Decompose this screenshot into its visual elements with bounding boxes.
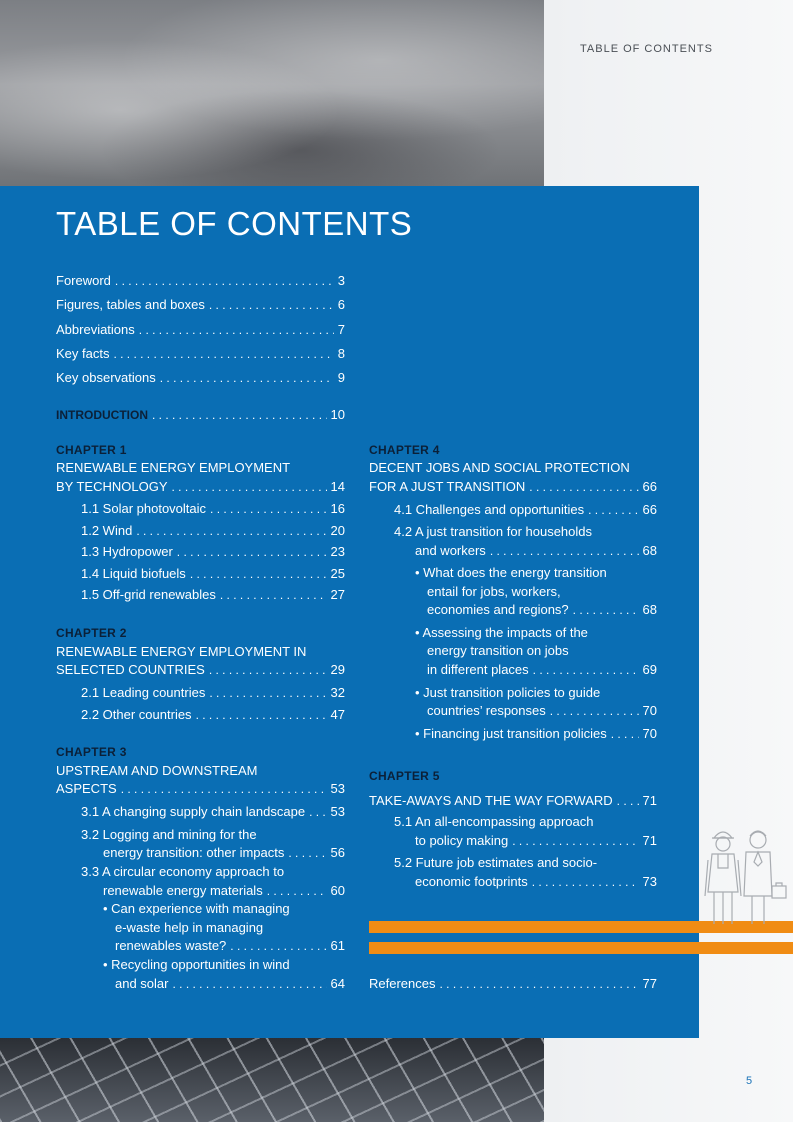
toc-entry-4-2-bullet-2[interactable]: in different places . . . 69 [427, 662, 657, 678]
chapter-2-title: RENEWABLE ENERGY EMPLOYMENT IN [56, 644, 307, 659]
toc-entry-figures[interactable]: Figures, tables and boxes . . . 6 [56, 297, 345, 313]
chapter-4-title: DECENT JOBS AND SOCIAL PROTECTION [369, 460, 630, 475]
toc-bullet-line: e-waste help in managing [115, 920, 264, 935]
toc-entry-3-2[interactable]: energy transition: other impacts . . . 56 [103, 845, 345, 861]
toc-entry-1-2[interactable]: 1.2 Wind . . . 20 [81, 523, 345, 539]
toc-entry-chapter-3[interactable]: ASPECTS . . . 53 [56, 781, 345, 797]
toc-entry-chapter-4[interactable]: FOR A JUST TRANSITION . . . 66 [369, 479, 657, 495]
chapter-5-heading: CHAPTER 5 [369, 769, 440, 783]
cloudy-sky-photo [0, 0, 544, 188]
toc-bullet-line: • Just transition policies to guide [415, 685, 601, 700]
toc-entry-2-2[interactable]: 2.2 Other countries . . . 47 [81, 707, 345, 723]
toc-entry-4-2[interactable]: and workers . . . 68 [415, 543, 657, 559]
toc-entry-chapter-2[interactable]: SELECTED COUNTRIES . . . 29 [56, 662, 345, 678]
toc-bullet-line: • What does the energy transition [415, 565, 607, 580]
chapter-2-heading: CHAPTER 2 [56, 626, 127, 640]
toc-entry-chapter-1[interactable]: BY TECHNOLOGY . . . 14 [56, 479, 345, 495]
toc-entry-4-2-bullet-4[interactable]: • Financing just transition policies . . . 70 [415, 726, 657, 742]
toc-entry-key-facts[interactable]: Key facts . . . 8 [56, 346, 345, 362]
page-number: 5 [746, 1075, 753, 1087]
toc-entry-3-3[interactable]: renewable energy materials . . . 60 [103, 883, 345, 899]
chapter-3-heading: CHAPTER 3 [56, 745, 127, 759]
chapter-3-title: UPSTREAM AND DOWNSTREAM [56, 763, 258, 778]
toc-entry-chapter-5[interactable]: TAKE-AWAYS AND THE WAY FORWARD . . . 71 [369, 793, 657, 809]
toc-entry-5-2-line: 5.2 Future job estimates and socio- [394, 855, 598, 870]
toc-entry-1-5[interactable]: 1.5 Off-grid renewables . . . 27 [81, 587, 345, 603]
toc-bullet-line: • Recycling opportunities in wind [103, 957, 290, 972]
toc-entry-4-1[interactable]: 4.1 Challenges and opportunities . . . 66 [394, 502, 657, 518]
toc-entry-foreword[interactable]: Foreword . . . 3 [56, 273, 345, 289]
toc-entry-5-1[interactable]: to policy making . . . 71 [415, 833, 657, 849]
toc-entry-1-3[interactable]: 1.3 Hydropower . . . 23 [81, 544, 345, 560]
toc-entry-key-observations[interactable]: Key observations . . . 9 [56, 370, 345, 386]
toc-bullet-line: • Assessing the impacts of the [415, 625, 588, 640]
toc-bullet-line: entail for jobs, workers, [427, 584, 561, 599]
toc-entry-3-2-line: 3.2 Logging and mining for the [81, 827, 257, 842]
toc-entry-references[interactable]: References . . . 77 [369, 976, 657, 992]
toc-entry-3-1[interactable]: 3.1 A changing supply chain landscape . . . 53 [81, 804, 345, 820]
toc-entry-1-1[interactable]: 1.1 Solar photovoltaic . . . 16 [81, 501, 345, 517]
orange-stripe [369, 942, 793, 954]
toc-entry-abbreviations[interactable]: Abbreviations . . . 7 [56, 322, 345, 338]
toc-entry-introduction[interactable]: INTRODUCTION . . . 10 [56, 407, 345, 423]
toc-entry-4-2-bullet-3[interactable]: countries’ responses . . . 70 [427, 703, 657, 719]
toc-bullet-line: energy transition on jobs [427, 643, 569, 658]
toc-entry-3-3-line: 3.3 A circular economy approach to [81, 864, 285, 879]
toc-entry-4-2-bullet-1[interactable]: economies and regions? . . . 68 [427, 602, 657, 618]
solar-panels-photo [0, 1038, 544, 1122]
chapter-1-heading: CHAPTER 1 [56, 443, 127, 457]
running-header: TABLE OF CONTENTS [580, 43, 713, 55]
chapter-1-title: RENEWABLE ENERGY EMPLOYMENT [56, 460, 291, 475]
chapter-4-heading: CHAPTER 4 [369, 443, 440, 457]
toc-entry-5-1-line: 5.1 An all-encompassing approach [394, 814, 594, 829]
workers-illustration-icon [700, 820, 793, 930]
page-title: TABLE OF CONTENTS [56, 205, 413, 242]
toc-entry-5-2[interactable]: economic footprints . . . 73 [415, 874, 657, 890]
toc-entry-3-3-bullet-2[interactable]: and solar . . . 64 [115, 976, 345, 992]
toc-bullet-line: • Can experience with managing [103, 901, 290, 916]
toc-entry-3-3-bullet-1[interactable]: renewables waste? . . . 61 [115, 938, 345, 954]
toc-entry-4-2-line: 4.2 A just transition for households [394, 524, 593, 539]
toc-entry-1-4[interactable]: 1.4 Liquid biofuels . . . 25 [81, 566, 345, 582]
toc-entry-2-1[interactable]: 2.1 Leading countries . . . 32 [81, 685, 345, 701]
